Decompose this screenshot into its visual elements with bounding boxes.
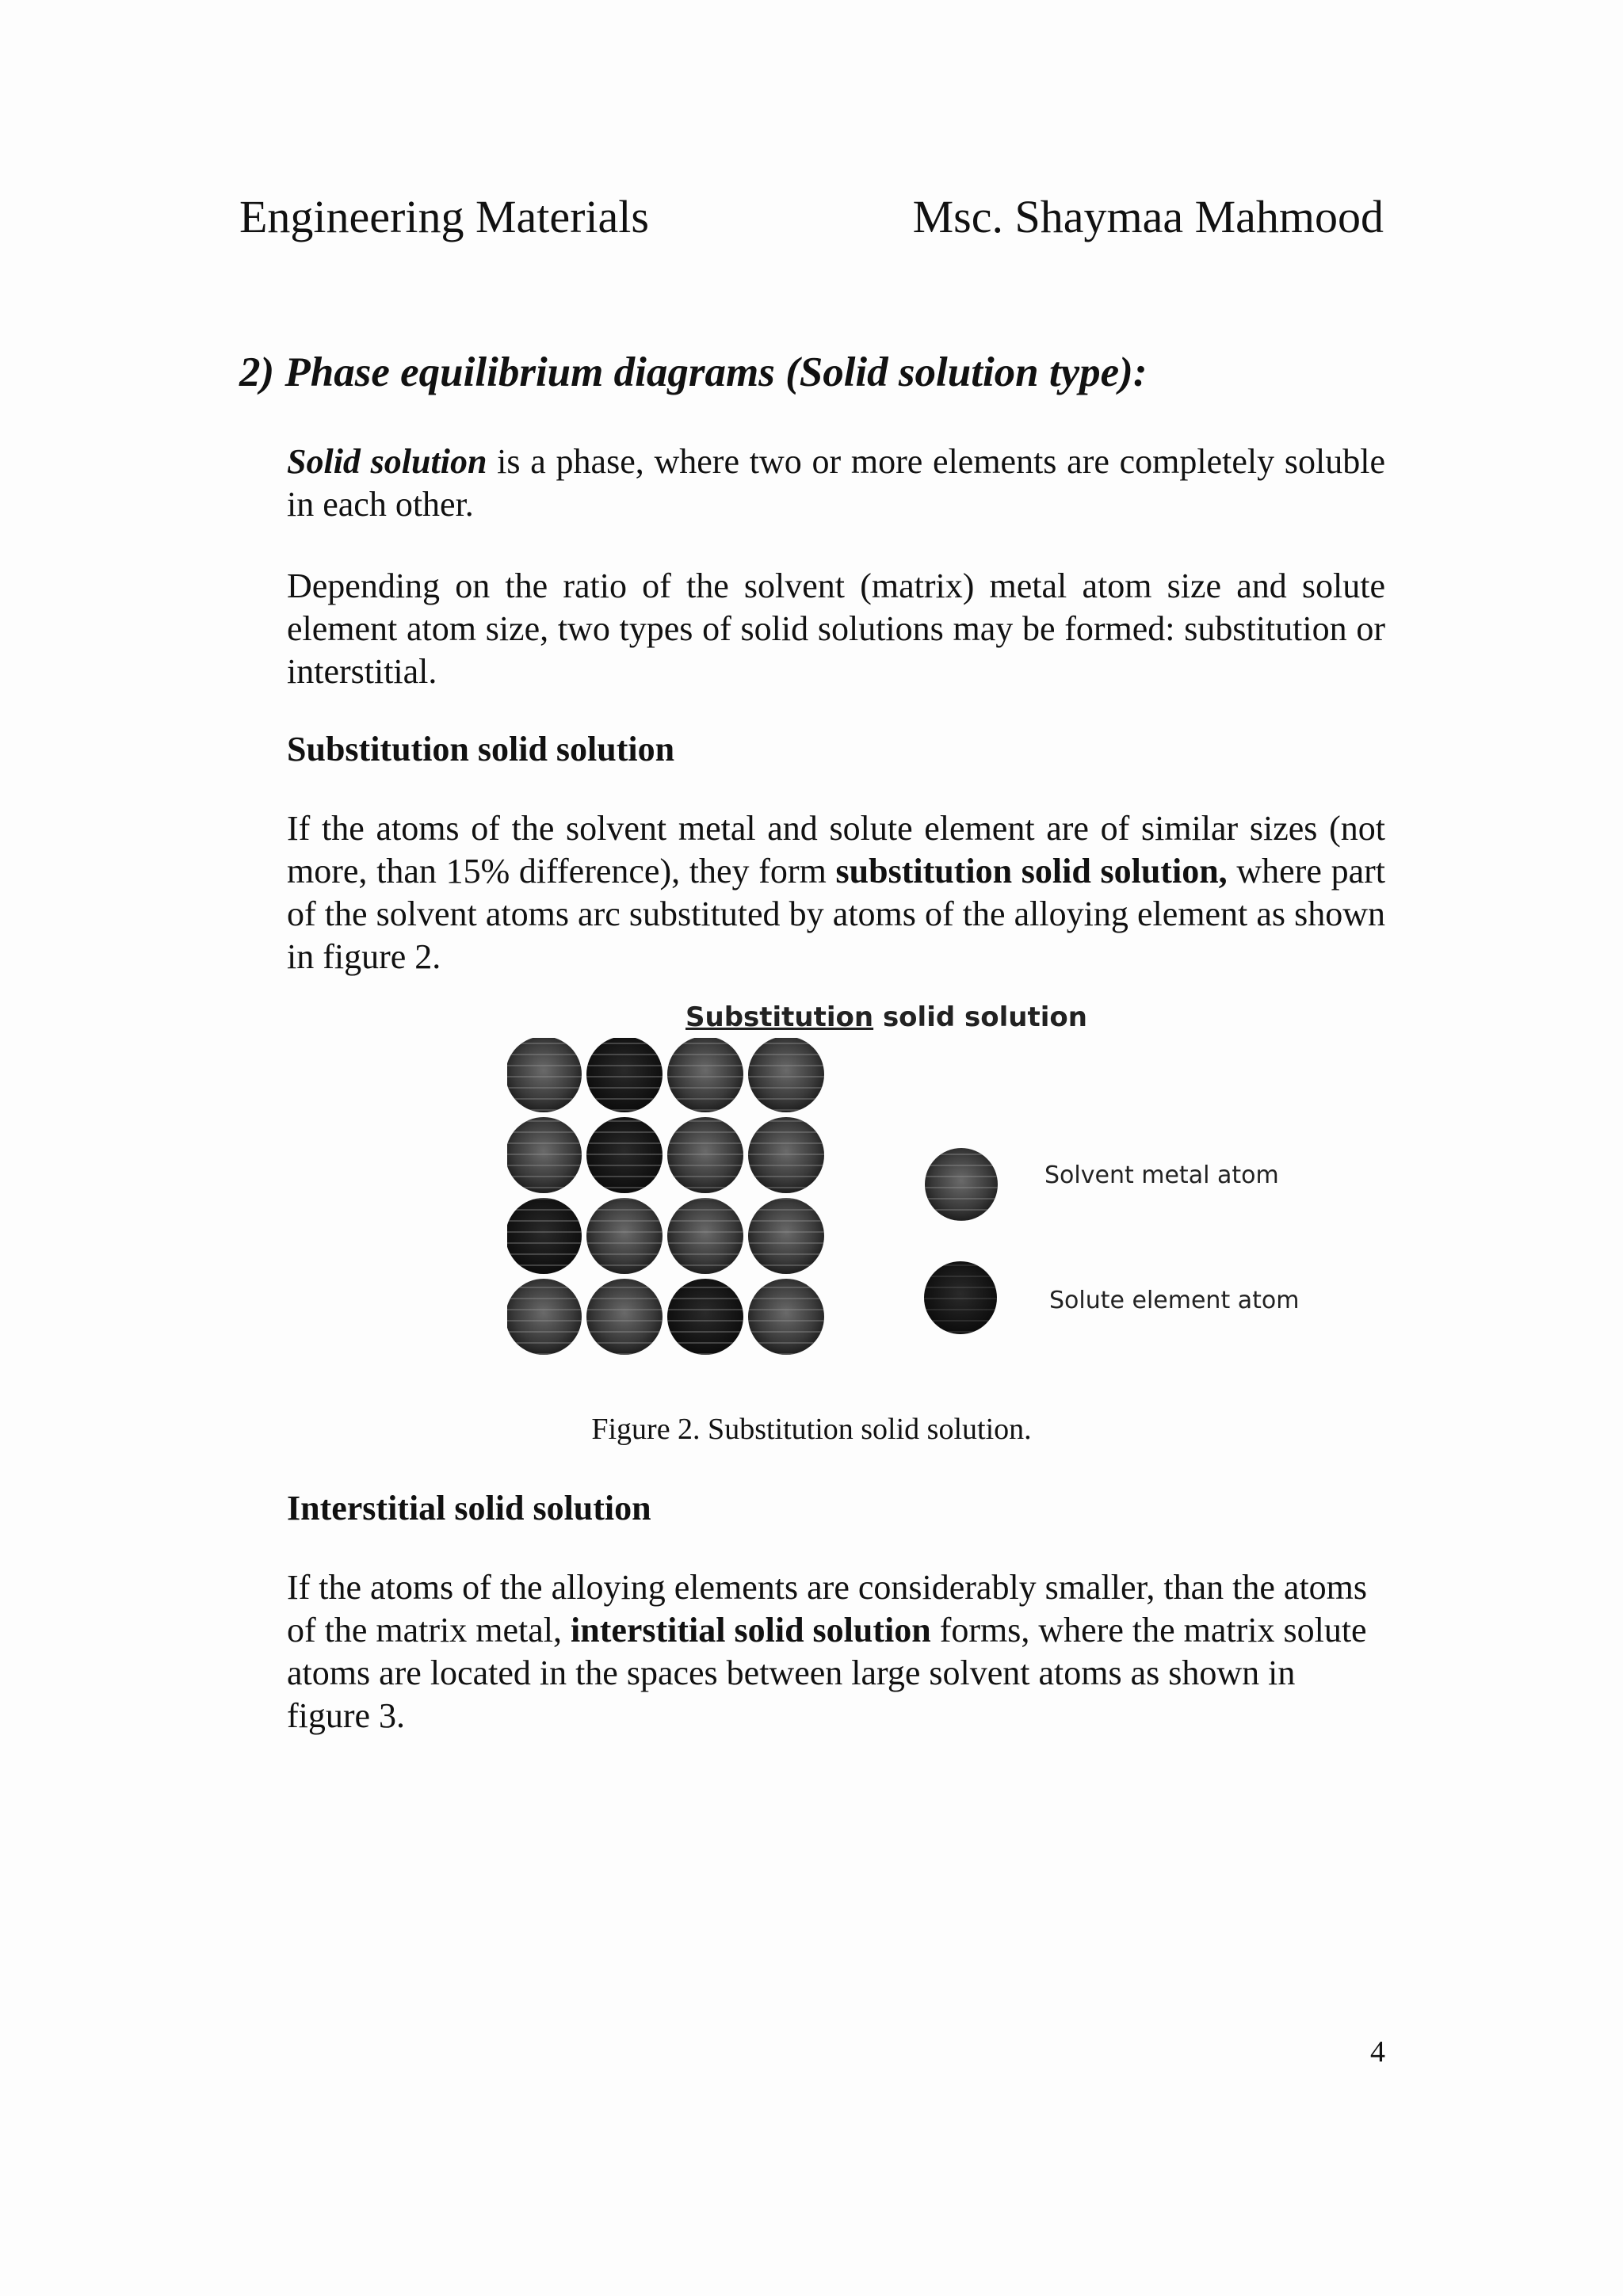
legend-solvent-atom xyxy=(925,1148,998,1221)
interstitial-bold-term: interstitial solid solution xyxy=(571,1611,931,1650)
paragraph-solid-solution-definition xyxy=(287,441,1385,526)
lattice-atom xyxy=(586,1117,663,1193)
figure-title xyxy=(685,1001,1087,1033)
figure-title-underlined: Substitution xyxy=(685,1001,874,1033)
lattice-atom xyxy=(667,1117,743,1193)
substitution-lattice-figure xyxy=(507,1038,1300,1394)
interstitial-text-before: If the atoms of the alloying elements are considerably smaller, than the atoms of the matrix metal, xyxy=(287,1568,1368,1650)
term-solid-solution: Solid solution xyxy=(287,442,487,481)
page-number: 4 xyxy=(1370,2035,1385,2069)
lattice-atom xyxy=(586,1038,663,1112)
figure-title-rest: solid solution xyxy=(873,1001,1087,1033)
interstitial-text-after: forms, where the matrix solute atoms are located in the spaces between large solvent atoms as shown in figure 3. xyxy=(287,1611,1367,1735)
heading-interstitial: Interstitial solid solution xyxy=(287,1489,651,1527)
paragraph-interstitial xyxy=(287,1566,1385,1737)
lattice-atom xyxy=(748,1117,824,1193)
lattice-atom xyxy=(748,1279,824,1355)
paragraph-types-intro: Depending on the ratio of the solvent (matrix) metal atom size and solute element atom size, two types of solid solutions may be formed: substitution or interstitial. xyxy=(287,566,1385,691)
figure-caption: Figure 2. Substitution solid solution. xyxy=(591,1413,1032,1446)
lattice-atom xyxy=(507,1279,582,1355)
lattice-atom xyxy=(667,1198,743,1274)
lattice-atom xyxy=(586,1198,663,1274)
header-course-title: Engineering Materials xyxy=(239,191,649,242)
lattice-atom xyxy=(667,1279,743,1355)
lattice-atom xyxy=(507,1198,582,1274)
lattice-atom xyxy=(667,1038,743,1112)
legend-solute-atom xyxy=(924,1261,997,1334)
lattice-atom xyxy=(507,1038,582,1112)
lattice-atom xyxy=(748,1198,824,1274)
lattice-atom xyxy=(586,1279,663,1355)
legend-label-solvent: Solvent metal atom xyxy=(1044,1161,1279,1189)
section-title: 2) Phase equilibrium diagrams (Solid solution type): xyxy=(239,349,1148,395)
lattice-atom xyxy=(507,1117,582,1193)
heading-substitution: Substitution solid solution xyxy=(287,730,675,769)
header-author: Msc. Shaymaa Mahmood xyxy=(912,191,1384,242)
substitution-text-after: where part of the solvent atoms arc substituted by atoms of the alloying element as shown in figure 2. xyxy=(287,852,1385,976)
lattice-atom xyxy=(748,1038,824,1112)
paragraph-substitution xyxy=(287,807,1385,978)
definition-text: is a phase, where two or more elements are completely soluble in each other. xyxy=(287,442,1385,524)
substitution-bold-term: substitution solid solution, xyxy=(835,852,1228,891)
legend-label-solute: Solute element atom xyxy=(1049,1287,1300,1314)
substitution-text-before: If the atoms of the solvent metal and solute element are of similar sizes (not more, than 15% difference), they form xyxy=(287,809,1385,891)
